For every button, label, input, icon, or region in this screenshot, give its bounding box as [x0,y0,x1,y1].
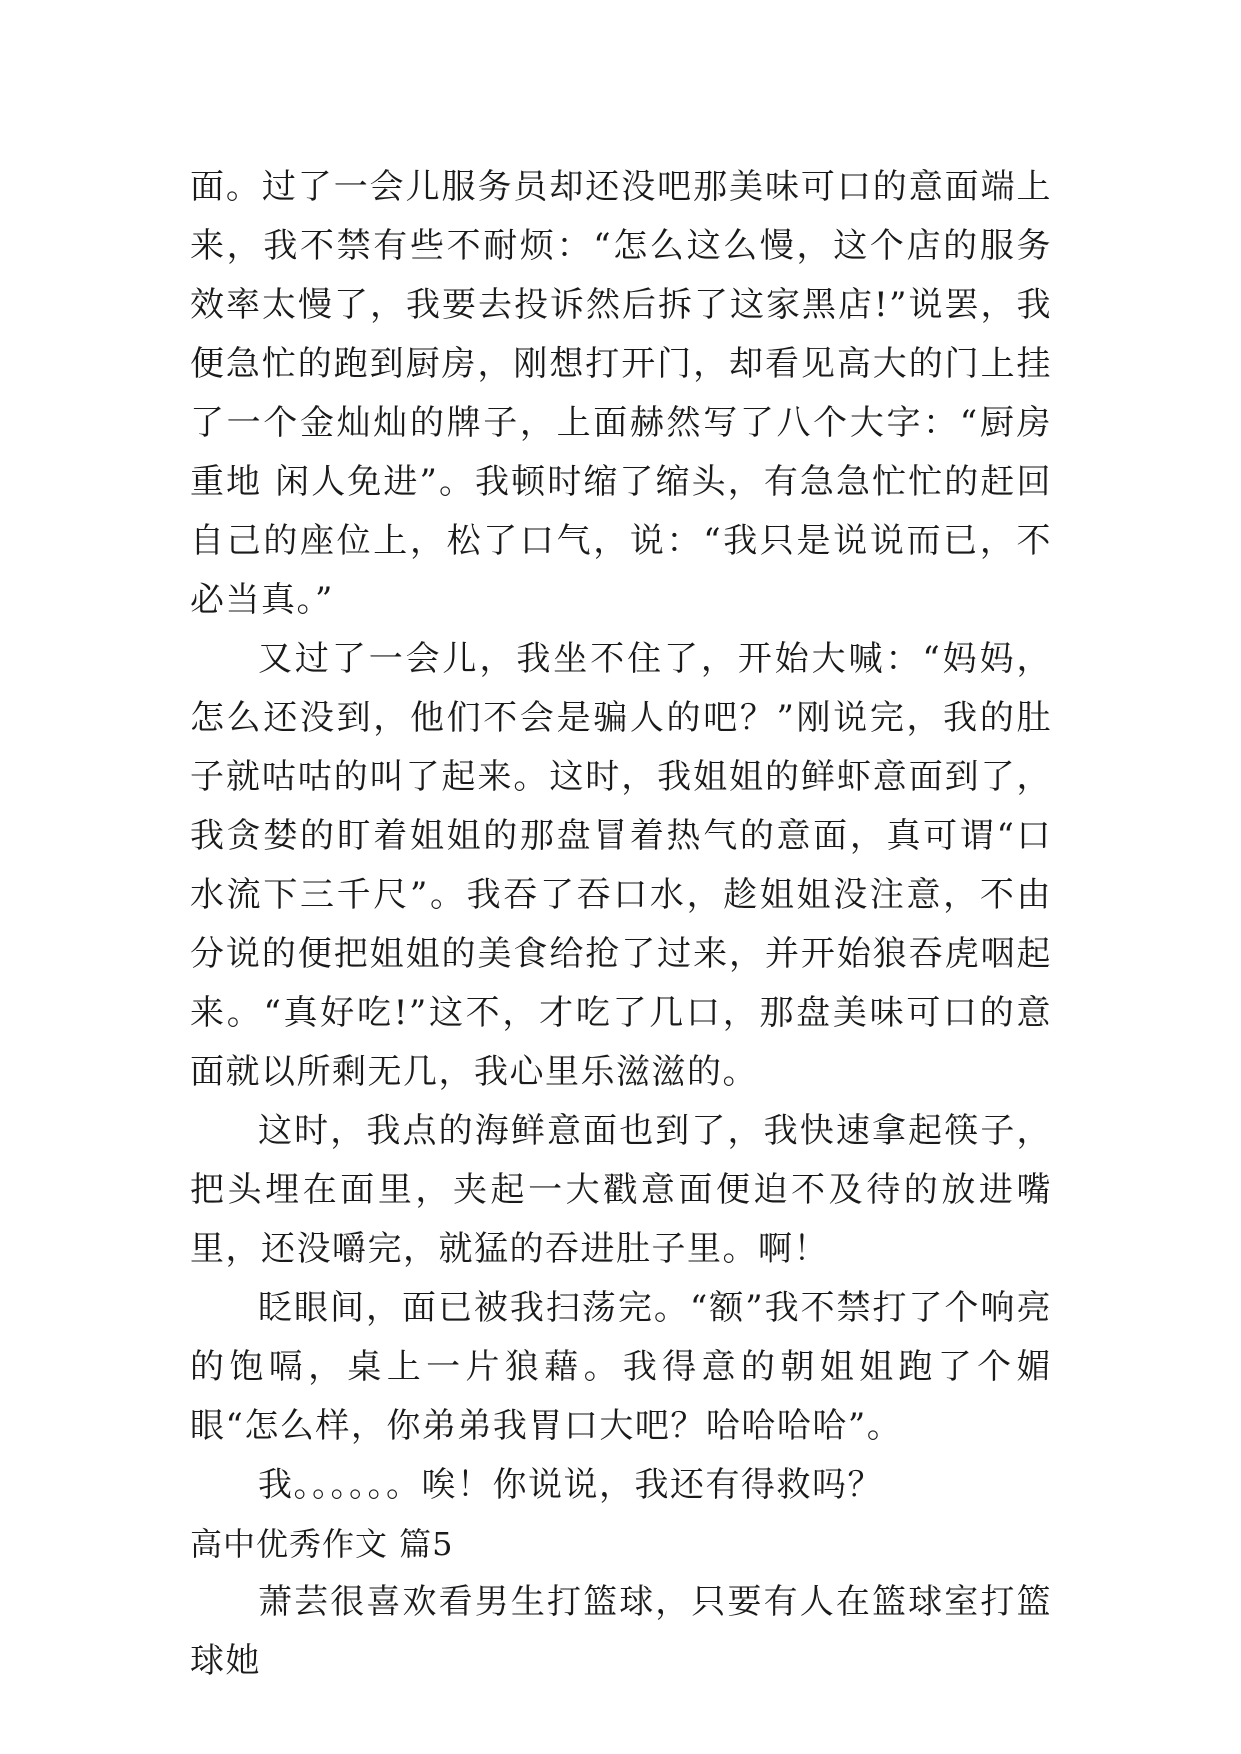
paragraph-2: 又过了一会儿，我坐不住了，开始大喊：“妈妈，怎么还没到，他们不会是骗人的吧？”刚说完，我的肚子就咕咕的叫了起来。这时，我姐姐的鲜虾意面到了，我贪婪的盯着姐姐的那盘冒着热气的意面，真可谓“口水流下三千尺”。我吞了吞口水，趁姐姐没注意，不由分说的便把姐姐的美食给抢了过来，并开始狼吞虎咽起来。“真好吃!”这不，才吃了几口，那盘美味可口的意面就以所剩无几，我心里乐滋滋的。 [190,639,1052,1092]
paragraph-4: 眨眼间，面已被我扫荡完。“额”我不禁打了个响亮的饱嗝，桌上一片狼藉。我得意的朝姐姐跑了个媚眼“怎么样，你弟弟我胃口大吧？哈哈哈哈”。 [190,1288,1052,1446]
paragraph-6: 萧芸很喜欢看男生打篮球，只要有人在篮球室打篮球她 [190,1582,1052,1681]
paragraph-3: 这时，我点的海鲜意面也到了，我快速拿起筷子，把头埋在面里，夹起一大戳意面便迫不及待的放进嘴里，还没嚼完，就猛的吞进肚子里。啊！ [190,1111,1052,1269]
paragraph-1: 面。过了一会儿服务员却还没吧那美味可口的意面端上来，我不禁有些不耐烦：“怎么这么慢，这个店的服务效率太慢了，我要去投诉然后拆了这家黑店!”说罢，我便急忙的跑到厨房，刚想打开门，却看见高大的门上挂了一个金灿灿的牌子，上面赫然写了八个大字：“厨房重地 闲人免进”。我顿时缩了缩头，有急急忙忙的赶回自己的座位上，松了口气，说：“我只是说说而已，不必当真。” [190,167,1052,620]
document-body [190,158,1052,1691]
section-heading: 高中优秀作文 篇5 [190,1525,454,1563]
paragraph-5: 我。。。。。。唉！你说说，我还有得救吗？ [258,1465,883,1505]
